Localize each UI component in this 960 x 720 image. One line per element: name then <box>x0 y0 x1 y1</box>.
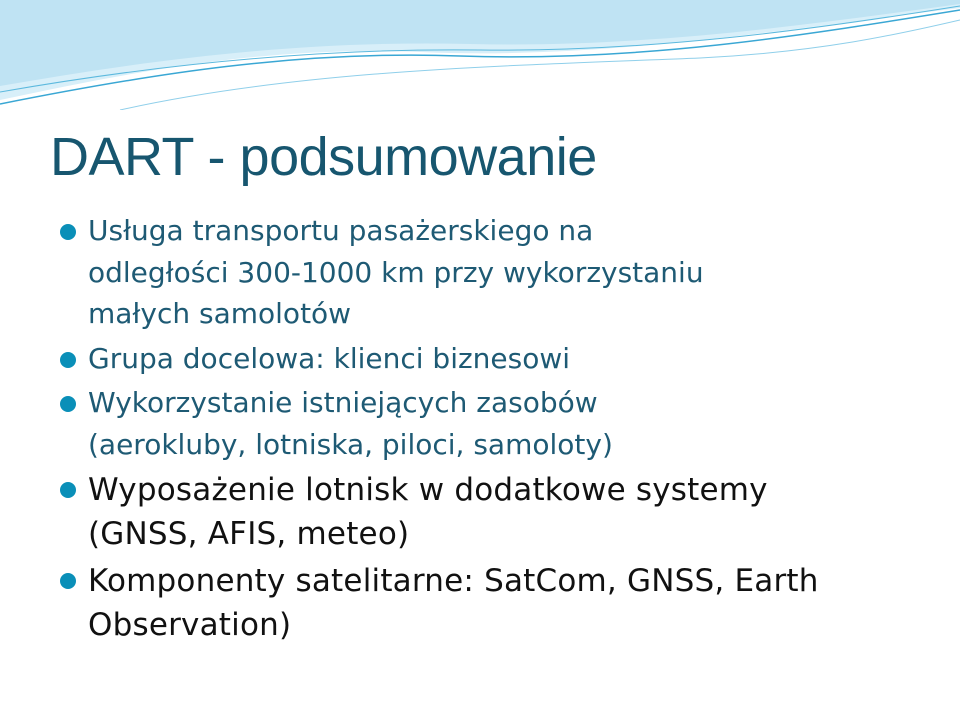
bullet-dot-icon <box>60 396 76 412</box>
wave-fill-mid <box>0 0 960 86</box>
bullet-text: Grupa docelowa: klienci biznesowi <box>88 341 571 375</box>
bullet-item <box>60 382 940 465</box>
bullet-list <box>60 210 940 650</box>
slide-title: DART - podsumowanie <box>50 127 597 187</box>
bullet-item <box>60 338 940 380</box>
header-wave-decoration <box>0 0 960 110</box>
bullet-dot-icon <box>60 482 76 498</box>
bullet-text: Wyposażenie lotnisk w dodatkowe systemy (GNSS, AFIS, meteo) <box>88 472 768 552</box>
bullet-dot-icon <box>60 224 76 240</box>
bullet-item <box>60 559 940 647</box>
bullet-text: Wykorzystanie istniejących zasobów (aerokluby, lotniska, piloci, samoloty) <box>88 386 613 461</box>
bullet-text: Komponenty satelitarne: SatCom, GNSS, Earth Observation) <box>88 563 819 643</box>
bullet-text: Usługa transportu pasażerskiego na odległości 300-1000 km przy wykorzystaniu małych samolotów <box>88 214 704 330</box>
bullet-item <box>60 210 940 335</box>
bullet-dot-icon <box>60 352 76 368</box>
bullet-item <box>60 468 940 556</box>
bullet-dot-icon <box>60 573 76 589</box>
